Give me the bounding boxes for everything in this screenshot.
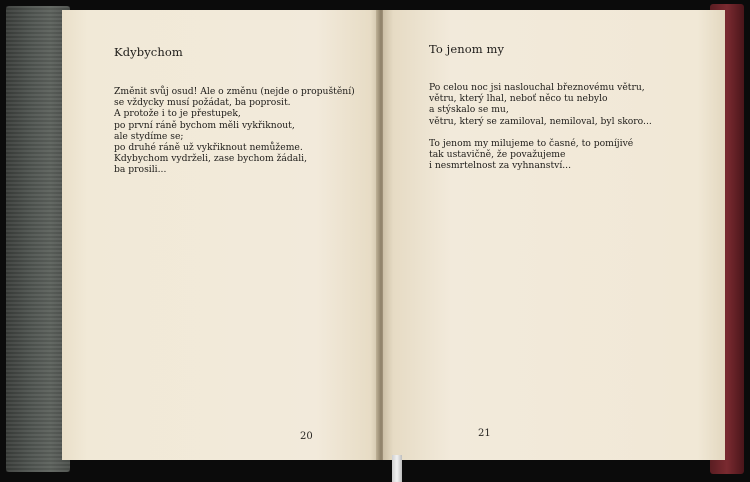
- poem-line: větru, který lhal, neboť něco tu nebylo: [429, 93, 608, 105]
- right-page: [383, 10, 725, 460]
- poem-line: i nesmrtelnost za vyhnanství...: [429, 160, 572, 172]
- poem-line: větru, který se zamiloval, nemiloval, byl skoro...: [429, 115, 652, 127]
- stanza-break: [429, 127, 652, 138]
- poem-line: Po celou noc jsi naslouchal březnovému větru,: [429, 82, 645, 93]
- bookmark-ribbon: [392, 455, 402, 482]
- poem-line: To jenom my milujeme to časné, to pomíjivé: [429, 137, 634, 149]
- poem-line: a stýskalo se mu,: [429, 104, 509, 116]
- poem-title-right: To jenom my: [429, 42, 505, 56]
- poem-line: tak ustavičně, že považujeme: [429, 149, 566, 161]
- poem-body-left: [114, 86, 355, 176]
- poem-line: Kdybychom vydrželi, zase bychom žádali,: [114, 153, 308, 165]
- poem-title-left: Kdybychom: [114, 45, 183, 59]
- poem-line: po první ráně bychom měli vykřiknout,: [114, 119, 295, 131]
- poem-line: se vždycky musí požádat, ba poprosit.: [114, 97, 291, 109]
- poem-line: po druhé ráně už vykřiknout nemůžeme.: [114, 142, 303, 154]
- poem-line: ale stydíme se;: [114, 130, 184, 142]
- poem-line: A protože i to je přestupek,: [114, 108, 241, 120]
- page-number-left: 20: [300, 431, 313, 442]
- book-cover-left: [6, 6, 70, 472]
- page-number-right: 21: [478, 428, 491, 439]
- left-page: [62, 10, 380, 460]
- poem-body-right: [429, 82, 652, 171]
- poem-line: Změnit svůj osud! Ale o změnu (nejde o propuštění): [114, 86, 355, 97]
- poem-line: ba prosili...: [114, 164, 167, 176]
